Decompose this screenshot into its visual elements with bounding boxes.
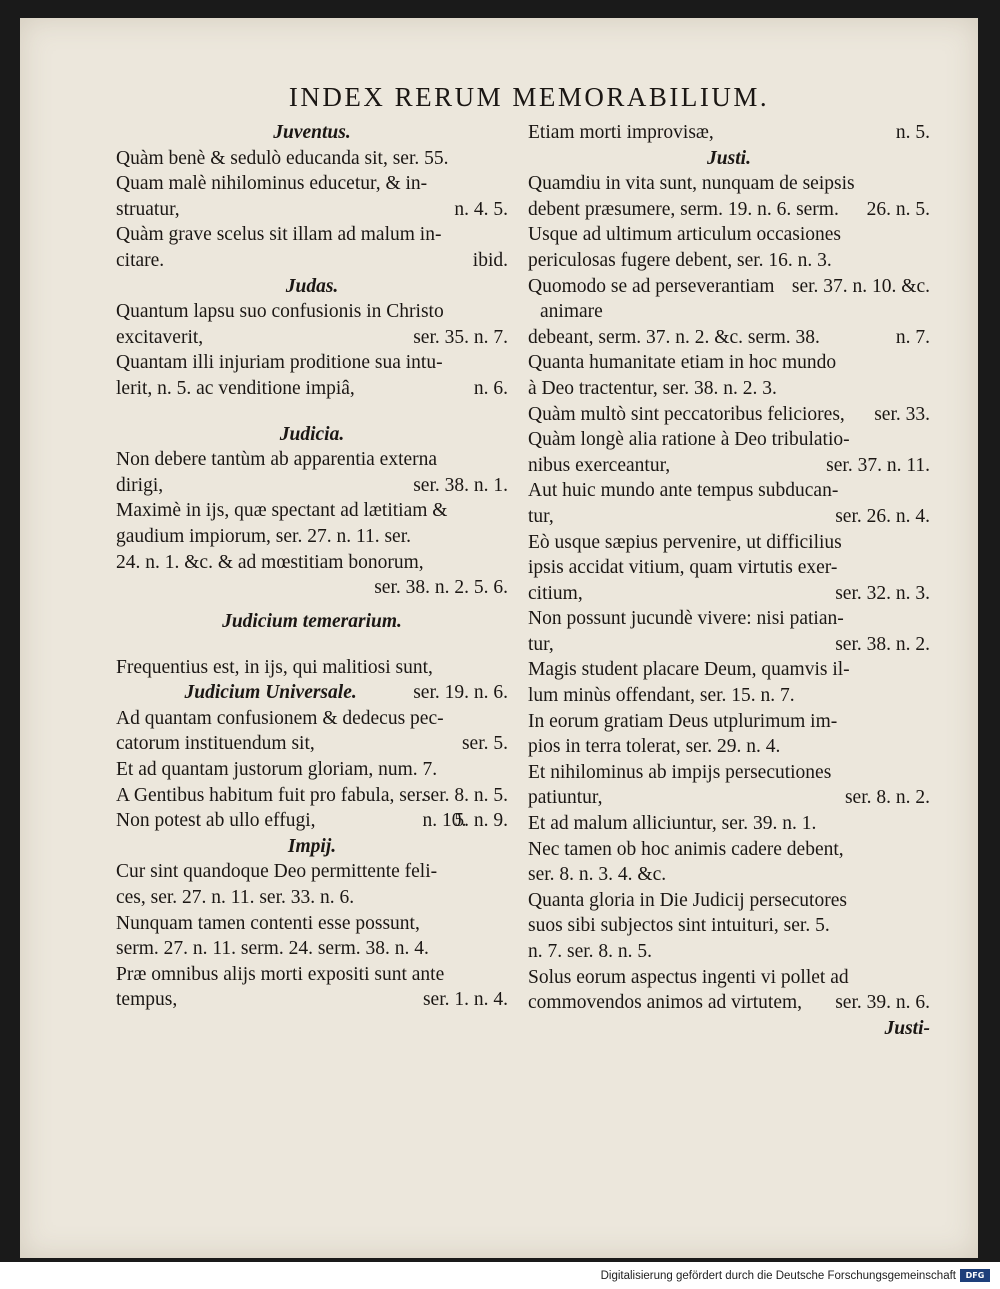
index-entry [116,222,508,273]
index-heading: Judicium Universale. [184,682,357,704]
entry-line [528,709,930,735]
index-entry [528,427,930,478]
entry-text: Usque ad ultimum articulum occasiones [528,224,842,246]
entry-text: Aut huic mundo ante tempus subducan- [528,480,839,502]
entry-reference: ser. 5. [461,733,508,755]
entry-line [116,936,508,962]
index-heading: Justi. [707,147,751,169]
entry-text: Quam malè nihilominus educetur, & in- [116,173,428,195]
entry-reference: ser. 26. n. 4. [835,505,930,527]
entry-reference: n. 4. 5. [454,198,508,220]
index-entry [528,888,930,965]
entry-text: Et ad malum alliciuntur, ser. 39. n. 1. [528,813,817,835]
index-entry [116,706,508,757]
entry-text: Quàm grave scelus sit illam ad malum in- [116,224,442,246]
entry-text: Quàm multò sint peccatoribus feliciores, [528,403,845,425]
dfg-logo-icon: DFG [960,1269,990,1282]
entry-line [116,299,508,325]
entry-line [116,885,508,911]
index-entry [116,299,508,350]
index-entry [528,811,930,837]
entry-text: excitaverit, [116,326,204,348]
entry-line [528,171,930,197]
index-entry [528,478,930,529]
entry-line [528,325,930,351]
entry-text: ipsis accidat vitium, quam virtutis exer- [528,557,838,579]
entry-line [116,808,508,834]
entry-reference: ser. 19. n. 6. [413,682,508,704]
entry-reference: ser. 8. n. 5. [422,784,508,806]
entry-text: Et ad quantam justorum gloriam, num. 7. [116,759,438,781]
entry-text: Præ omnibus alijs morti expositi sunt ante [116,963,445,985]
entry-text: patiuntur, [528,787,603,809]
entry-line [116,962,508,988]
entry-text: Magis student placare Deum, quamvis il- [528,659,850,681]
entry-line [116,171,508,197]
entry-text: In eorum gratiam Deus utplurimum im- [528,710,838,732]
entry-line [528,222,930,248]
right-column [528,120,930,1041]
entry-text: Eò usque sæpius pervenire, ut difficilius [528,531,842,553]
entry-text: Quàm longè alia ratione à Deo tribulatio- [528,429,850,451]
entry-line [116,706,508,732]
entry-line [116,376,508,402]
entry-line [528,350,930,376]
entry-reference: n. 10. [422,810,467,832]
entry-line [116,248,508,274]
entry-text: commovendos animos ad virtutem, [528,992,803,1014]
index-entry [116,808,508,834]
entry-line [528,990,930,1016]
entry-line [116,350,508,376]
index-entry [116,447,508,498]
entry-text: à Deo tractentur, ser. 38. n. 2. 3. [528,377,777,399]
index-entry [116,498,508,599]
index-heading: Judicia. [279,423,345,445]
entry-text: lerit, n. 5. ac venditione impiâ, [116,377,355,399]
catchword: Justi- [884,1017,930,1039]
entry-reference: ser. 35. n. 7. [413,326,508,348]
entry-line [528,581,930,607]
entry-text: n. 7. ser. 8. n. 5. [528,941,653,962]
entry-text: Ad quantam confusionem & dedecus pec- [116,707,444,729]
entry-text: Quàm benè & sedulò educanda sit, ser. 55. [116,147,449,169]
entry-text: suos sibi subjectos sint intuituri, ser. 5. [528,915,830,937]
entry-line [116,146,508,172]
index-entry [116,171,508,222]
entry-line [528,734,930,760]
entry-text: gaudium impiorum, ser. 27. n. 11. ser. [116,525,412,547]
entry-text: periculosas fugere debent, ser. 16. n. 3. [528,249,832,271]
entry-text: Quantum lapsu suo confusionis in Christo [116,301,444,323]
entry-text: citare. [116,249,165,271]
entry-text: Quanta gloria in Die Judicij persecutores [528,889,847,911]
entry-text: debeant, serm. 37. n. 2. &c. serm. 38. [528,326,820,348]
index-entry [116,146,508,172]
entry-text: Non debere tantùm ab apparentia externa [116,449,438,471]
entry-text: Non potest ab ullo effugi, [116,810,316,832]
index-entry [528,350,930,401]
footer-credit: Digitalisierung gefördert durch die Deutsche Forschungsgemeinschaft [600,1270,956,1282]
entry-text: catorum instituendum sit, [116,733,315,755]
index-entry [528,709,930,760]
index-entry [116,911,508,962]
index-entry [528,120,930,146]
entry-line [528,376,930,402]
spacer [116,635,508,655]
entry-line [116,731,508,757]
entry-line [528,632,930,658]
entry-reference: ser. 8. n. 2. [844,787,930,809]
entry-line [116,222,508,248]
entry-reference: 26. n. 5. [866,198,930,220]
entry-text: Etiam morti improvisæ, [528,122,714,143]
entry-text: Quanta humanitate etiam in hoc mundo [528,352,837,374]
entry-text: ser. 8. n. 3. 4. &c. [528,864,667,886]
entry-reference: ser. 32. n. 3. [835,582,930,604]
entry-reference: ser. 1. n. 4. [422,989,508,1011]
entry-line [116,447,508,473]
spacer [116,402,508,422]
entry-line [528,248,930,297]
entry-reference: n. 7. [895,326,930,348]
entry-reference: n. 6. [473,377,508,399]
index-entry [528,657,930,708]
index-entry [528,606,930,657]
page-header: INDEX RERUM MEMORABILIUM. [288,82,770,112]
entry-line [528,888,930,914]
entry-line [116,911,508,937]
entry-reference: 5. n. 9. [454,810,508,832]
entry-line [528,504,930,530]
entry-line [528,427,930,453]
index-heading: Juventus. [273,122,351,143]
entry-text: Et nihilominus ab impijs persecutiones [528,761,832,783]
entry-text: Cur sint quandoque Deo permittente feli- [116,861,438,883]
entry-text: lum minùs offendant, ser. 15. n. 7. [528,685,795,707]
entry-reference: n. 5. [895,122,930,143]
entry-line [116,325,508,351]
entry-text: pios in terra tolerat, ser. 29. n. 4. [528,736,781,758]
entry-reference: ser. 37. n. 10. &c. [791,275,930,297]
entry-text: 24. n. 1. &c. & ad mœstitiam bonorum, [116,551,424,573]
index-entry [116,859,508,910]
entry-line [528,811,930,837]
entry-text: Maximè in ijs, quæ spectant ad lætitiam & [116,500,448,522]
entry-line [528,657,930,683]
entry-line [528,402,930,428]
entry-reference: ser. 39. n. 6. [835,992,930,1014]
entry-line [528,453,930,479]
entry-text: dirigi, [116,474,164,496]
entry-line [528,862,930,888]
entry-line [528,555,930,581]
book-page [20,18,978,1258]
index-entry [528,965,930,1016]
entry-text: A Gentibus habitum fuit pro fabula, ser. [116,784,426,806]
entry-text: Frequentius est, in ijs, qui malitiosi sunt, [116,656,433,678]
entry-text: tempus, [116,989,178,1011]
entry-text: Solus eorum aspectus ingenti vi pollet ad [528,966,849,988]
index-entry [528,222,930,297]
index-entry [116,962,508,1013]
index-entry [528,530,930,607]
entry-line [116,550,508,599]
entry-line [528,965,930,991]
entry-text: Nec tamen ob hoc animis cadere debent, [528,838,844,860]
entry-text: citium, [528,582,583,604]
entry-line [528,760,930,786]
entry-reference: ser. 38. n. 1. [413,474,508,496]
index-entry [116,350,508,401]
entry-text: ces, ser. 27. n. 11. ser. 33. n. 6. [116,887,355,909]
entry-text: tur, [528,633,554,655]
entry-reference: ibid. [472,249,508,271]
entry-text: Quantam illi injuriam proditione sua intu- [116,352,443,374]
entry-text: Quamdiu in vita sunt, nunquam de seipsis [528,173,855,195]
index-entry [528,760,930,811]
entry-text: struatur, [116,198,180,220]
footer [0,1262,1000,1289]
entry-line [528,683,930,709]
entry-line [528,785,930,811]
entry-line [528,606,930,632]
entry-line [528,530,930,556]
entry-line [528,120,930,146]
entry-line [528,939,930,965]
index-entry [528,837,930,888]
entry-line [528,913,930,939]
entry-text: debent præsumere, serm. 19. n. 6. serm. [528,198,839,220]
entry-line [116,498,508,524]
entry-line [116,859,508,885]
entry-text: tur, [528,505,554,527]
entry-reference: ser. 33. [874,403,930,425]
index-heading: Judicium temerarium. [222,611,402,633]
entry-line [528,197,930,223]
entry-text: nibus exerceantur, [528,454,671,476]
entry-text: serm. 27. n. 11. serm. 24. serm. 38. n. 4. [116,938,429,960]
entry-line [116,197,508,223]
entry-text: Quomodo se ad perseverantiam animare [528,275,775,323]
index-heading: Impij. [287,835,337,857]
entry-line [116,524,508,550]
entry-line [116,987,508,1013]
entry-line [116,473,508,499]
entry-line [528,478,930,504]
left-column [116,120,508,1013]
entry-reference: ser. 38. n. 2. [835,633,930,655]
entry-text: Non possunt jucundè vivere: nisi patian- [528,608,844,630]
entry-line [528,837,930,863]
entry-reference: ser. 37. n. 11. [826,454,930,476]
entry-reference: ser. 38. n. 2. 5. 6. [374,577,508,599]
entry-text: Nunquam tamen contenti esse possunt, [116,912,420,934]
index-entry [528,171,930,222]
index-heading: Judas. [285,275,339,297]
index-entry [528,402,930,428]
